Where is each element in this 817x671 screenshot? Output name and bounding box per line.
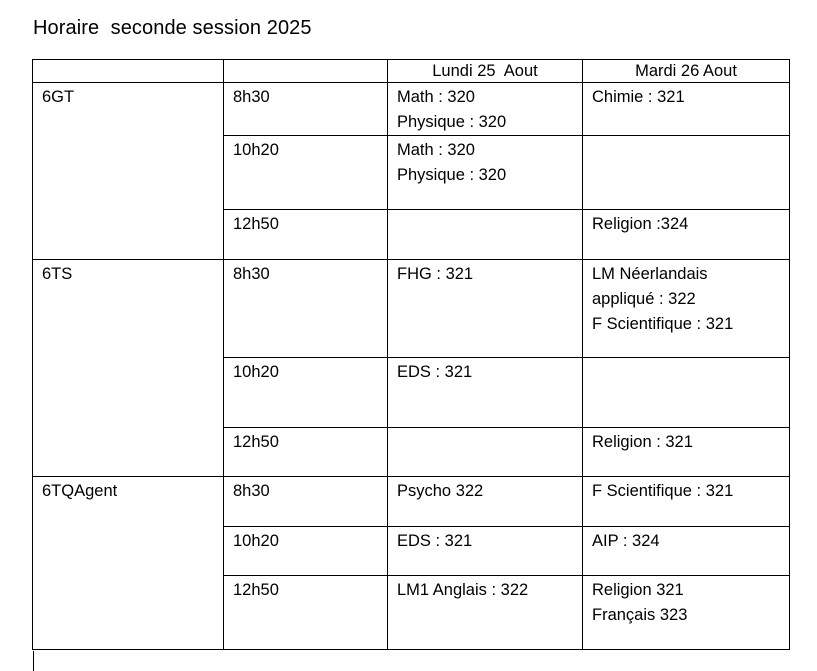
- class-cell-6ts: 6TS: [33, 260, 224, 477]
- course-entry: LM1 Anglais : 322: [397, 581, 529, 599]
- day1-cell: [388, 83, 583, 136]
- text-cursor: [33, 651, 34, 671]
- time-cell: 8h30: [224, 83, 388, 136]
- header-time-cell: [224, 60, 388, 83]
- day2-cell: [583, 576, 790, 650]
- day2-cell: [583, 260, 790, 358]
- day2-cell: [583, 83, 790, 136]
- day1-cell: [388, 358, 583, 428]
- header-day1-cell: Lundi 25 Aout: [388, 60, 583, 83]
- header-row: [33, 60, 790, 83]
- day2-cell: [583, 527, 790, 576]
- day1-cell: [388, 136, 583, 210]
- day2-cell: [583, 210, 790, 260]
- day1-cell: [388, 428, 583, 477]
- course-entry: LM Néerlandais: [592, 265, 708, 283]
- course-entry: Religion :324: [592, 215, 689, 233]
- class-cell-6tqagent: 6TQAgent: [33, 477, 224, 650]
- course-entry: Physique : 320: [397, 113, 507, 131]
- time-cell: 8h30: [224, 477, 388, 527]
- course-entry: AIP : 324: [592, 532, 660, 550]
- time-cell: 12h50: [224, 210, 388, 260]
- course-entry: Math : 320: [397, 141, 475, 159]
- course-entry: FHG : 321: [397, 265, 474, 283]
- table-row: [33, 260, 790, 358]
- header-class-cell: [33, 60, 224, 83]
- class-cell-6gt: 6GT: [33, 83, 224, 260]
- day1-cell: [388, 210, 583, 260]
- course-entry: EDS : 321: [397, 363, 473, 381]
- day2-cell: [583, 477, 790, 527]
- table-row: [33, 477, 790, 527]
- document-title: Horaire seconde session 2025: [33, 17, 312, 39]
- day1-cell: [388, 527, 583, 576]
- course-entry: Religion 321: [592, 581, 684, 599]
- day2-cell: [583, 428, 790, 477]
- day1-cell: [388, 576, 583, 650]
- course-entry: Français 323: [592, 606, 688, 624]
- table-row: [33, 83, 790, 136]
- time-cell: 12h50: [224, 428, 388, 477]
- time-cell: 12h50: [224, 576, 388, 650]
- course-entry: Psycho 322: [397, 482, 484, 500]
- course-entry: Physique : 320: [397, 166, 507, 184]
- day2-cell: [583, 136, 790, 210]
- day1-cell: [388, 477, 583, 527]
- course-entry: F Scientifique : 321: [592, 482, 734, 500]
- time-cell: 10h20: [224, 358, 388, 428]
- header-day2-cell: Mardi 26 Aout: [583, 60, 790, 83]
- course-entry: Chimie : 321: [592, 88, 685, 106]
- time-cell: 10h20: [224, 136, 388, 210]
- course-entry: F Scientifique : 321: [592, 315, 734, 333]
- day1-cell: [388, 260, 583, 358]
- course-entry: Religion : 321: [592, 433, 693, 451]
- time-cell: 8h30: [224, 260, 388, 358]
- time-cell: 10h20: [224, 527, 388, 576]
- course-entry: Math : 320: [397, 88, 475, 106]
- course-entry: EDS : 321: [397, 532, 473, 550]
- schedule-table: [32, 59, 790, 650]
- day2-cell: [583, 358, 790, 428]
- course-entry: appliqué : 322: [592, 290, 696, 308]
